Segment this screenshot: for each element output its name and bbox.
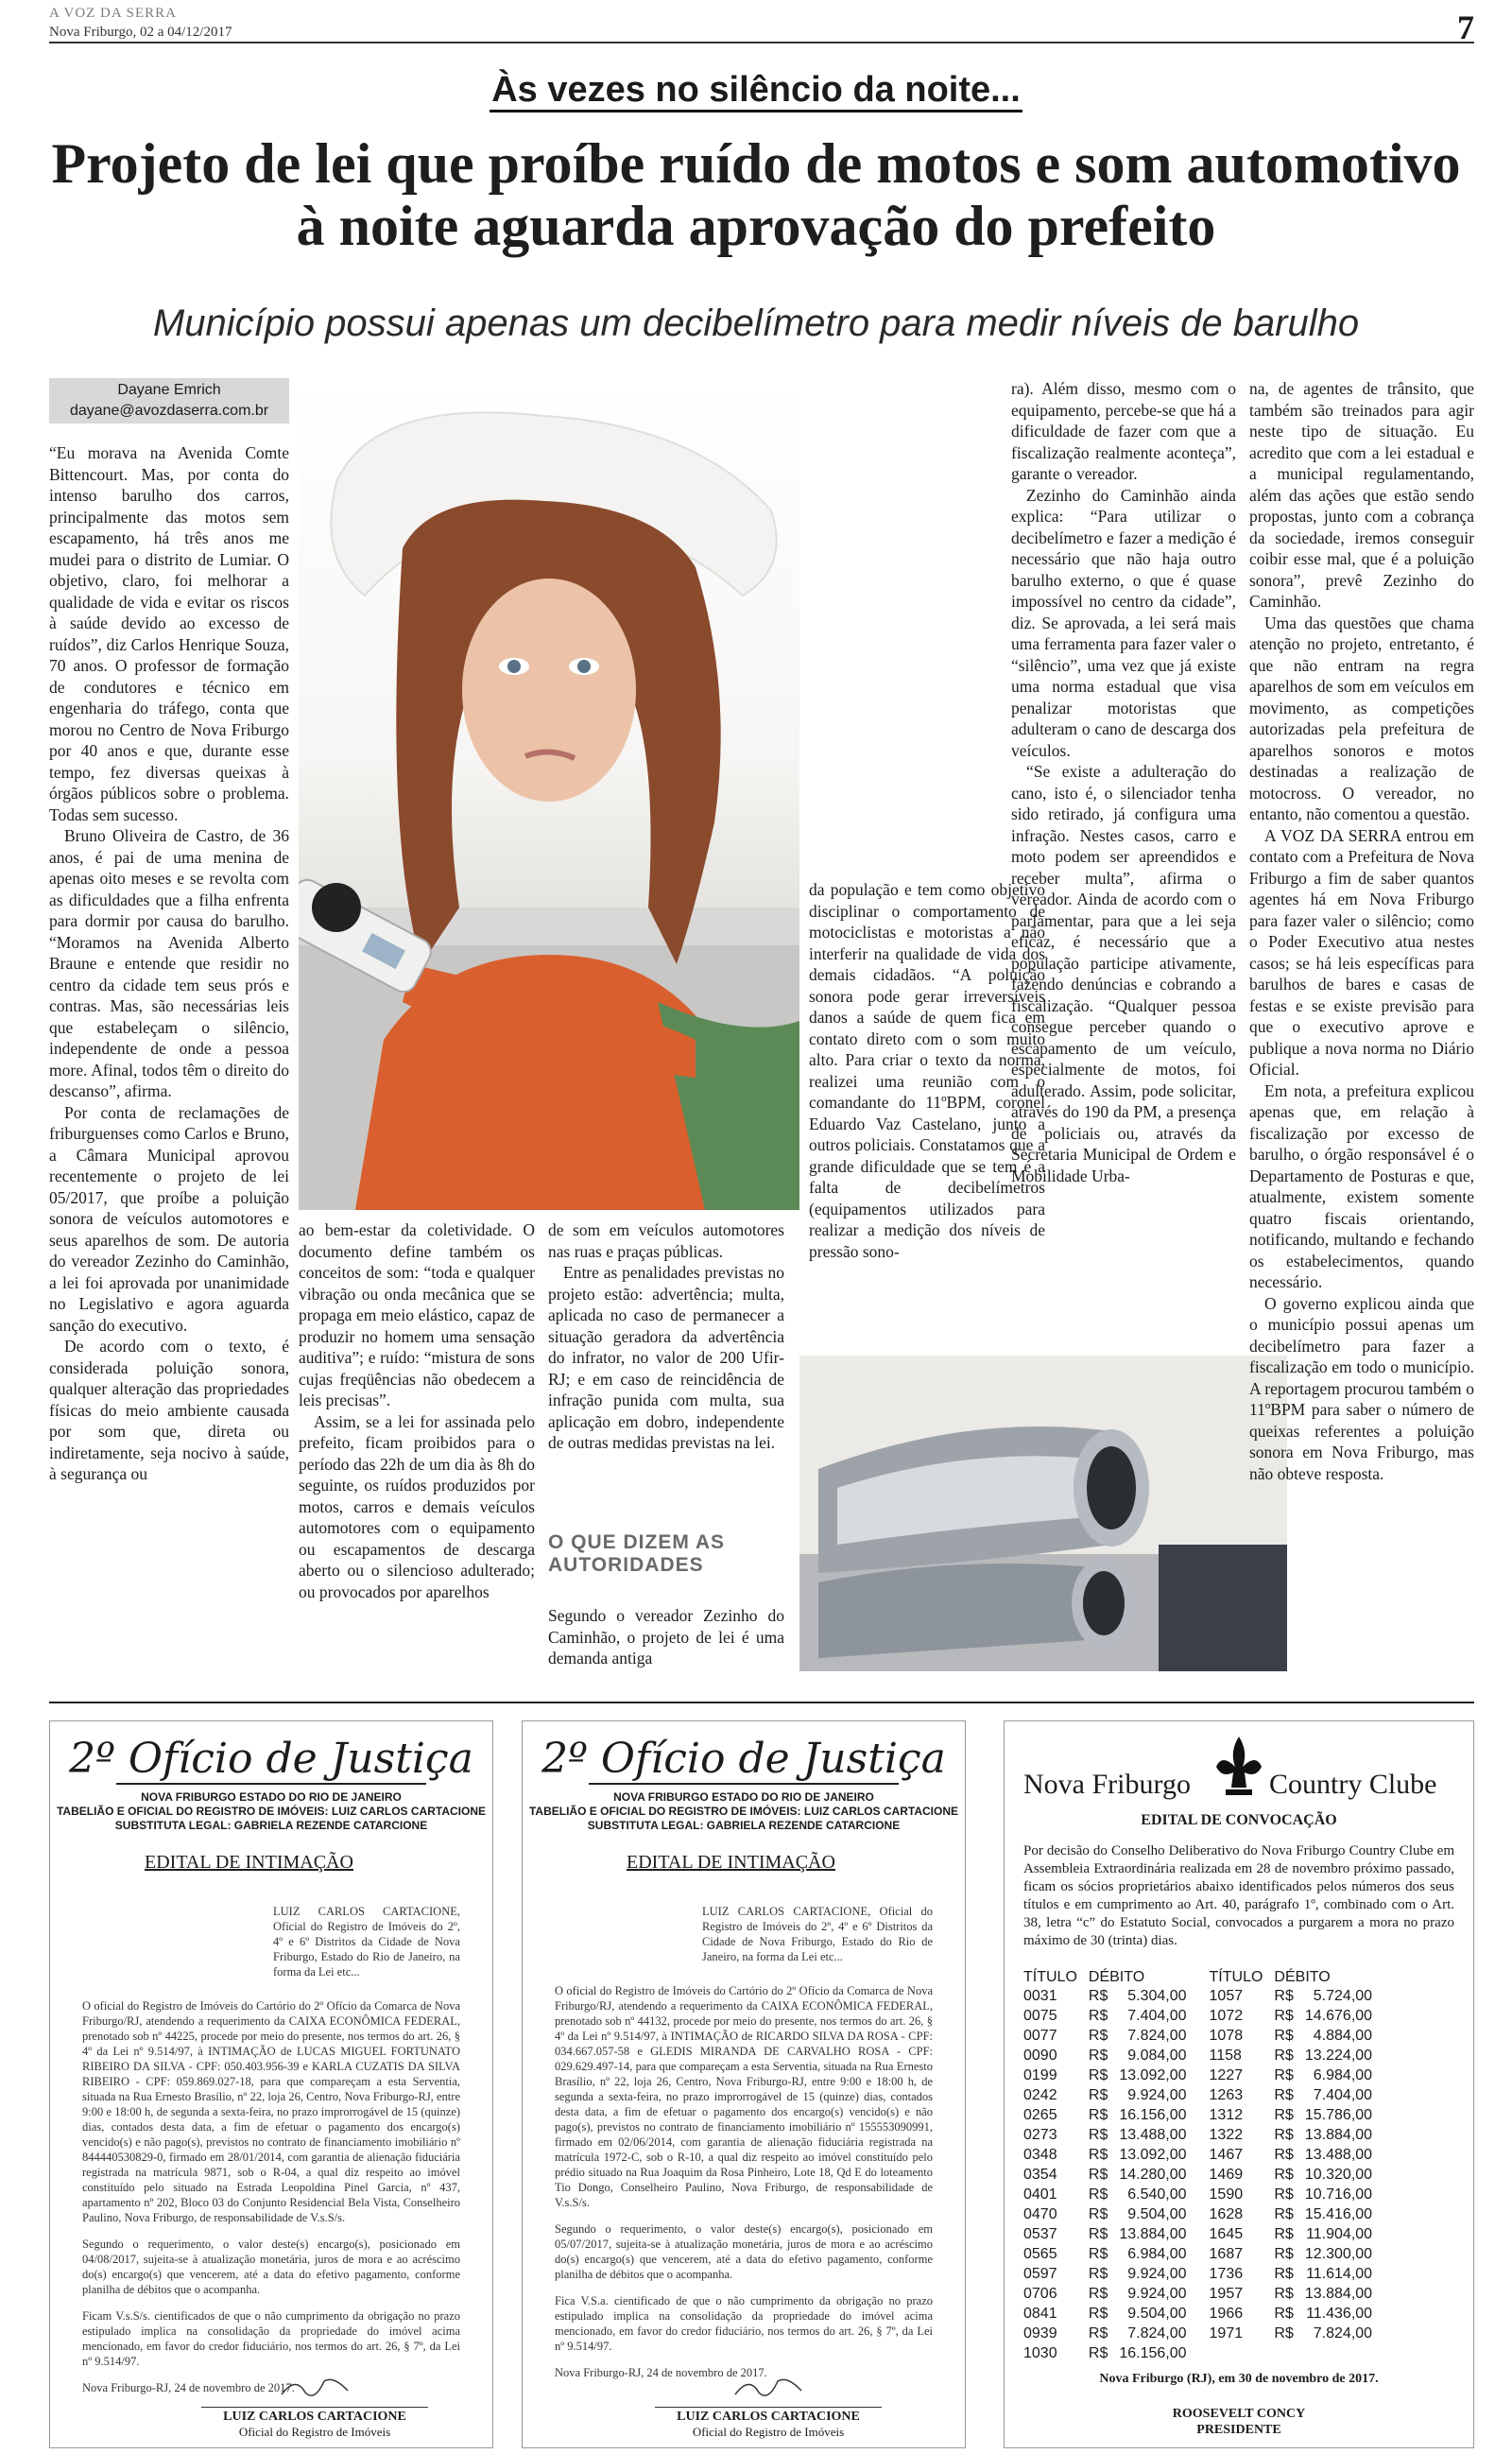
deck: Município possui apenas um decibelímetro para medir níveis de barulho [152, 302, 1360, 344]
table-row [1018, 2185, 1378, 2204]
table-cell: 7.824,00 [1127, 2028, 1187, 2044]
photo-illustration [299, 378, 799, 1210]
table-cell: R$ [1088, 2087, 1108, 2103]
table-cell: R$ [1274, 2206, 1294, 2222]
article-column-4: da população e tem como objetivo disciplinar o comportamento de motociclistas e motoristas a não interferir na qualidade de vida dos demais cidadãos. “A poluição sonora pode gerar irreversíveis danos a saúde de quem fica em contato direto com o som muito alto. Para criar o texto da norma, realizei uma reunião com o comandante do 11ºBPM, coronel Eduardo Vaz Castelano, junto a outros policiais. Constatamos que a grande dificuldade que se tem é a falta de decibelímetros (equipamentos utilizados para realizar a medição dos níveis de pressão sono- [809, 880, 1045, 1261]
table-cell: 7.824,00 [1127, 2325, 1187, 2342]
table-cell: R$ [1274, 2067, 1294, 2083]
article-column-5: ra). Além disso, mesmo com o equipamento, percebe-se que há a dificuldade de fazer com que a fiscalização realmente aconteça”, garante o vereador. Zezinho do Caminhão ainda explica: “Para utilizar o decibelímetro e fazer a medição é necessário que não haja outro barulho externo, o que é quase impossível no centro da cidade”, diz. Se aprovada, a lei será mais uma ferramenta para fazer valer o “silêncio”, uma vez que já existe uma norma estadual que visa penalizar motoristas que adulteram o cano de descarga dos veículos. “Se existe a adulteração do cano, isto é, o silenciador tenha sido retirado, já configura uma infração. Nestes casos, carro e moto podem ser apreendidos e receber multa”, afirma o vereador. Ainda de acordo com o parlamentar, para que a lei seja eficaz, é necessário que a população participe ativamente, fazendo denúncias e cobrando a fiscalização. “Qualquer pessoa consegue perceber quando o escapamento de um veículo, especialmente de motos, foi adulterado. Assim, pode solicitar, através do 190 da PM, a presença de policiais ou, através da Secretaria Municipal de Ordem e Mobilidade Urba- [1011, 379, 1236, 1185]
legal-notice-2: 2º Ofício de Justiça NOVA FRIBURGO ESTADO DO RIO DE JANEIRO TABELIÃO E OFICIAL DO REGISTRO DE IMÓVEIS: LUIZ CARLOS CARTACIONE SUBSTITUTA LEGAL: GABRIELA REZENDE CATARCIONE EDITAL DE INTIMAÇÃO LUIZ CARLOS CARTACIONE, Oficial do Registro de Imóveis do 2º, 4º e 6º Distritos da Cidade de Nova Friburgo, Estado do Rio de Janeiro, na forma da Lei etc... O oficial do Registro de Imóveis do Cartório do 2º Ofício da Comarca de Nova Friburgo/RJ, atendendo a requerimento da CAIXA ECONÔMICA FEDERAL, prenotado sob nº 44132, procede por meio do presente, nos termos do art. 26, § 4º da Lei nº 9.514/97, à INTIMAÇÃO de RICARDO SILVA DA ROSA - CPF: 034.667.057-58 e GLEDIS MIRANDA DE CARVALHO ROSA - CPF: 029.629.497-14, para que compareçam a esta Serventia, situada na Rua Ernesto Brasílio, nº 22, loja 26, Centro, Nova Friburgo-RJ, entre 9:00 e 18:00 h, de segunda a sexta-feira, no prazo improrrogável de 15 (quinze) dias, contados desta data, a fim de efetuar o pagamento dos encargo(s) vencido(s) e não pago(s), previstos no contrato de financiamento imobiliário nº 155553090991, firmado em 02/06/2014, com garantia de alienação fiduciária registrada na matrícula 1972-C, sob o R-10, a qual diz respeito ao imóvel constituído pelo prédio situado na Rua Joaquim da Rosa Pinheiro, Lote 18, Qd E do loteamento Tio Dongo, Conselheiro Paulino, Nova Friburgo, de responsabilidade de V.s.S/s. Segundo o requerimento, o valor deste(s) encargo(s), posicionado em 05/07/2017, sujeita-se à atualização monetária, juros de mora e ao acréscimo do(s) encargo(s) que vencerem, até a data do efetivo pagamento, conforme planilha de débitos que o acompanha. Fica V.S.a. cientificado de que o não cumprimento da obrigação no prazo estipulado implica na consolidação da propriedade do imóvel acima mencionado, em favor do credor fiduciário, nos termos do art. 26, § 7º, da Lei nº 9.514/97. Nova Friburgo-RJ, 24 de novembro de 2017. LUIZ CARLOS CARTACIONE Oficial do Registro de Imóveis [522, 1720, 966, 2448]
table-cell: 1645 [1209, 2226, 1244, 2242]
table-cell: 1312 [1209, 2107, 1244, 2123]
table-cell: 0075 [1023, 2008, 1057, 2024]
fleur-de-lis-icon [1214, 1735, 1263, 1801]
table-row [1018, 2125, 1378, 2145]
table-cell: R$ [1274, 2127, 1294, 2143]
club-notice-date: Nova Friburgo (RJ), em 30 de novembro de 2017. [1099, 2372, 1379, 2386]
table-cell: 0354 [1023, 2167, 1057, 2183]
table-cell: 0939 [1023, 2325, 1057, 2342]
table-cell: 1072 [1209, 2008, 1244, 2024]
table-cell: 16.156,00 [1119, 2107, 1187, 2123]
table-cell: R$ [1274, 2286, 1294, 2302]
author: Dayane Emrich [117, 382, 221, 398]
table-cell: 1971 [1209, 2325, 1244, 2342]
table-cell: 13.224,00 [1304, 2048, 1373, 2064]
table-cell: 1158 [1209, 2048, 1242, 2064]
table-cell: 13.884,00 [1119, 2226, 1187, 2242]
table-row [1018, 2224, 1378, 2244]
table-cell: R$ [1274, 1988, 1294, 2004]
photo-motorcycle-exhaust [799, 1356, 1287, 1671]
table-cell: R$ [1088, 2147, 1108, 2163]
table-cell: 1078 [1209, 2028, 1244, 2044]
legal-notice-1: 2º Ofício de Justiça NOVA FRIBURGO ESTADO DO RIO DE JANEIRO TABELIÃO E OFICIAL DO REGISTRO DE IMÓVEIS: LUIZ CARLOS CARTACIONE SUBSTITUTA LEGAL: GABRIELA REZENDE CATARCIONE EDITAL DE INTIMAÇÃO LUIZ CARLOS CARTACIONE, Oficial do Registro de Imóveis do 2º, 4º e 6º Distritos da Cidade de Nova Friburgo, Estado do Rio de Janeiro, na forma da Lei etc... O oficial do Registro de Imóveis do Cartório do 2º Ofício da Comarca de Nova Friburgo/RJ, atendendo a requerimento da CAIXA ECONÔMICA FEDERAL, prenotado sob nº 44225, procede por meio do presente, nos termos do art. 26, § 4º da Lei nº 9.514/97, à INTIMAÇÃO de LUCAS MIGUEL FORTUNATO RIBEIRO DA SILVA - CPF: 050.403.956-39 e KARLA CUZATIS DA SILVA RIBEIRO - CPF: 059.869.027-18, para que compareçam a esta Serventia, situada na Rua Ernesto Brasílio, nº 22, loja 26, Centro, Nova Friburgo-RJ, entre 9:00 e 18:00 h, de segunda a sexta-feira, no prazo improrrogável de 15 (quinze) dias, contados desta data, a fim de efetuar o pagamento dos encargo(s) vencido(s) e não pago(s), previstos no contrato de financiamento imobiliário nº 844440530829-0, firmado em 28/01/2014, com garantia de alienação fiduciária registrada na matrícula 9871, sob o R-04, a qual diz respeito ao imóvel constituído pelo situado na Estrada Leopoldina Pinel Garcia, nº 437, apartamento nº 202, Bloco 03 do Conjunto Residencial Bela Vista, Conselheiro Paulino, Nova Friburgo, de responsabilidade de V.s.S/s. Segundo o requerimento, o valor deste(s) encargo(s), posicionado em 04/08/2017, sujeita-se à atualização monetária, juros de mora e ao acréscimo do(s) encargo(s) que vencerem, até a data do efetivo pagamento, conforme planilha de débitos que o acompanha. Ficam V.s.S/s. cientificados de que o não cumprimento da obrigação no prazo estipulado implica na consolidação da propriedade do imóvel acima mencionado, em favor do credor fiduciário, nos termos do art. 26, § 7º, da Lei nº 9.514/97. Nova Friburgo-RJ, 24 de novembro de 2017. LUIZ CARLOS CARTACIONE Oficial do Registro de Imóveis [49, 1720, 493, 2448]
table-cell: 13.488,00 [1304, 2147, 1373, 2163]
table-cell: R$ [1088, 2048, 1108, 2064]
table-row [1018, 2006, 1378, 2026]
table-cell: 9.924,00 [1127, 2286, 1187, 2302]
table-cell: R$ [1088, 2246, 1108, 2262]
table-cell: 1030 [1023, 2345, 1057, 2361]
table-cell: R$ [1274, 2087, 1294, 2103]
club-brand: Nova Friburgo Country Clube [1005, 1721, 1473, 1806]
table-cell: 5.304,00 [1127, 1988, 1187, 2004]
table-cell: 14.676,00 [1304, 2008, 1373, 2024]
table-cell: R$ [1088, 2008, 1108, 2024]
article-column-3: de som em veículos automotores nas ruas e praças públicas. Entre as penalidades previstas no projeto estão: advertência; multa, aplicada no caso de permanecer a situação geradora da advertência do infrator, no valor de 200 Ufir-RJ; e em caso de reincidência de infração punida com multa, sua aplicação em dobro, independente de outras medidas previstas na lei. [548, 1220, 784, 1452]
notice-1-heading: EDITAL DE INTIMAÇÃO [145, 1852, 353, 1873]
table-cell: 7.404,00 [1313, 2087, 1373, 2103]
table-cell: 0470 [1023, 2206, 1057, 2222]
table-row [1018, 2105, 1378, 2125]
table-cell: 0199 [1023, 2067, 1057, 2083]
author-email: dayane@avozdaserra.com.br [69, 403, 269, 419]
edition-date: Nova Friburgo, 02 a 04/12/2017 [49, 25, 232, 40]
table-row [1018, 2324, 1378, 2343]
signature-1: LUIZ CARLOS CARTACIONE Oficial do Registro de Imóveis [201, 2374, 428, 2440]
table-cell: R$ [1274, 2147, 1294, 2163]
table-cell: R$ [1274, 2186, 1294, 2203]
table-row [1018, 1986, 1378, 2006]
section-divider [49, 1702, 1474, 1703]
table-cell: 0265 [1023, 2107, 1057, 2123]
table-cell: 1966 [1209, 2306, 1244, 2322]
table-row [1018, 2085, 1378, 2105]
table-header: TÍTULO DÉBITO TÍTULO DÉBITO [1023, 1969, 1331, 1985]
newspaper-name: A VOZ DA SERRA [49, 6, 177, 21]
table-row [1018, 2304, 1378, 2324]
table-cell: R$ [1088, 2226, 1108, 2242]
table-cell: 11.436,00 [1306, 2306, 1373, 2322]
table-cell: 10.716,00 [1304, 2186, 1373, 2203]
table-cell: R$ [1274, 2028, 1294, 2044]
table-cell: R$ [1088, 1988, 1108, 2004]
page-number: 7 [1457, 9, 1474, 46]
table-cell: 4.884,00 [1313, 2028, 1373, 2044]
table-cell: 0597 [1023, 2266, 1057, 2282]
debtors-table [1018, 1969, 1378, 2363]
table-cell: R$ [1088, 2266, 1108, 2282]
table-row [1018, 2026, 1378, 2046]
photo-woman-pillow [299, 378, 799, 1210]
signature-scribble [730, 2374, 806, 2402]
table-cell: R$ [1274, 2008, 1294, 2024]
table-cell: R$ [1274, 2167, 1294, 2183]
table-cell: R$ [1088, 2107, 1108, 2123]
club-notice-heading: EDITAL DE CONVOCAÇÃO [1141, 1812, 1337, 1828]
table-cell: R$ [1274, 2048, 1294, 2064]
table-cell: 9.924,00 [1127, 2087, 1187, 2103]
notice-2-heading: EDITAL DE INTIMAÇÃO [627, 1852, 835, 1873]
table-row [1018, 2284, 1378, 2304]
table-row [1018, 2165, 1378, 2185]
notice-2-title: 2º Ofício de Justiça [541, 1735, 946, 1783]
table-cell: 16.156,00 [1119, 2345, 1187, 2361]
table-cell: 9.924,00 [1127, 2266, 1187, 2282]
table-cell: 13.884,00 [1304, 2127, 1373, 2143]
table-cell: 1322 [1209, 2127, 1244, 2143]
club-president: ROOSEVELT CONCY PRESIDENTE [1172, 2407, 1306, 2437]
table-cell: 13.488,00 [1119, 2127, 1187, 2143]
table-cell: R$ [1088, 2206, 1108, 2222]
table-row [1018, 2145, 1378, 2165]
table-cell: 11.614,00 [1306, 2266, 1373, 2282]
table-cell: 1628 [1209, 2206, 1244, 2222]
table-cell: 14.280,00 [1119, 2167, 1187, 2183]
table-cell: R$ [1274, 2107, 1294, 2123]
country-club-notice: Nova Friburgo Country Clube EDITAL DE CONVOCAÇÃO Por decisão do Conselho Deliberativo do Nova Friburgo Country Clube em Assembleia Extraordinária realizada em 28 de novembro próximo passado, ficam os sócios proprietários abaixo identificados pelos números dos seus títulos e em cumprimento ao Art. 40, parágrafo 1º, combinado com o Art. 38, letra “c” do Estatuto Social, convocados a purgarem a mora no prazo máximo de 30 (trinta) dias. TÍTULO DÉBITO TÍTULO DÉBITO 0031 R$ 5.304,00 1057 R$ 5.724,00 0075 R$ 7.404,00 1072 R$ 14.676,00 0077 R$ 7.824,00 1078 R$ 4.884,00 0090 R$ 9.084,00 1158 R$ 13.224,00 0199 R$ 13.092,00 1227 R$ 6.984,00 0242 R$ 9.924,00 1263 R$ 7.404,00 0265 R$ 16.156,00 1312 R$ 15.786,00 0273 R$ 13.488,00 1322 R$ 13.884,00 0348 R$ 13.092,00 1467 R$ 13.488,00 0354 R$ 14.280,00 1469 R$ 10.320,00 0401 R$ 6.540,00 1590 R$ 10.716,00 0470 R$ 9.504,00 1628 R$ 15.416,00 0537 R$ 13.884,00 1645 R$ 11.904,00 0565 R$ 6.984,00 1687 R$ 12.300,00 0597 R$ 9.924,00 1736 R$ 11.614,00 0706 R$ 9.924,00 1957 R$ 13.884,00 0841 R$ 9.504,00 1966 R$ 11.436,00 0939 R$ 7.824,00 1971 R$ 7.824,00 1030 R$ 16.156,00 Nova Friburgo (RJ), em 30 de novembro de 2017. ROOSEVELT CONCY PRESIDENTE [1004, 1720, 1474, 2448]
table-cell: 9.504,00 [1127, 2306, 1187, 2322]
table-cell: 0242 [1023, 2087, 1057, 2103]
table-row [1018, 2343, 1378, 2363]
table-cell: 0090 [1023, 2048, 1057, 2064]
table-row [1018, 2204, 1378, 2224]
table-cell: 1227 [1209, 2067, 1244, 2083]
table-row [1018, 2264, 1378, 2284]
article-column-6: na, de agentes de trânsito, que também são treinados para agir neste tipo de situação. Eu acredito que com a lei estadual e a municipal regulamentando, além das ações que estão sendo propostas, junto com a cobrança da sociedade, iremos conseguir coibir esse mal, que é a poluição sonora”, prevê Zezinho do Caminhão. Uma das questões que chama atenção no projeto, entretanto, é que não entram na regra aparelhos de som em veículos em movimento, as competições autorizadas pela prefeitura de aparelhos sonoros e motos destinadas a realização de motocross. O vereador, no entanto, não comentou a questão. A VOZ DA SERRA entrou em contato com a Prefeitura de Nova Friburgo a fim de saber quantos agentes há em Nova Friburgo para fazer valer o silêncio; como o Poder Executivo atua nestes casos; se há leis específicas para barulhos de bares e casas de festas e se existe previsão para que o executivo aprove e publique a nova norma no Diário Oficial. Em nota, a prefeitura explicou apenas que, em relação à fiscalização por excesso de barulho, o órgão responsável é o Departamento de Posturas e que, atualmente, existem somente quatro fiscais orientando, notificando, multando e fechando os estabelecimentos, quando necessário. O governo explicou ainda que o município possui apenas um decibelímetro para fazer a fiscalização em todo o município. A reportagem procurou também o 11ºBPM para saber o número de queixas referentes a poluição sonora em Nova Friburgo, mas não obteve resposta. [1249, 379, 1474, 1483]
table-cell: 1590 [1209, 2186, 1244, 2203]
exhaust-illustration [799, 1356, 1287, 1671]
table-cell: R$ [1088, 2306, 1108, 2322]
table-row [1018, 2244, 1378, 2264]
table-cell: R$ [1274, 2226, 1294, 2242]
table-cell: 0537 [1023, 2226, 1057, 2242]
table-cell: 7.404,00 [1127, 2008, 1187, 2024]
headline: Projeto de lei que proíbe ruído de motos e som automotivo à noite aguarda aprovação do prefeito [51, 132, 1461, 257]
table-cell: R$ [1274, 2246, 1294, 2262]
article-column-1: “Eu morava na Avenida Comte Bittencourt. Mas, por conta do intenso barulho dos carros, principalmente das motos sem escapamento, há três anos me mudei para o distrito de Lumiar. O objetivo, claro, foi melhorar a qualidade de vida e evitar os riscos à saúde devido ao excesso de ruídos”, diz Carlos Henrique Souza, 70 anos. O professor de formação de condutores e técnico em engenharia do tráfego, conta que morou no Centro de Nova Friburgo por 40 anos e que, durante esse tempo, fez diversas queixas à órgãos públicos sobre o problema. Todas sem sucesso. Bruno Oliveira de Castro, de 36 anos, é pai de uma menina de apenas oito meses e se revolta com as dificuldades que a filha enfrenta para dormir por causa do barulho. “Moramos na Avenida Alberto Braune e entende que residir no centro da cidade tem seus prós e contras. Mas, são necessárias leis que estabeleçam o silêncio, independente de onde a pessoa more. Afinal, todos têm o direito do descanso”, afirma. Por conta de reclamações de friburguenses como Carlos e Bruno, a Câmara Municipal aprovou recentemente o projeto de lei 05/2017, que proíbe a poluição sonora de veículos automotores e seus aparelhos de som. De autoria do vereador Zezinho do Caminhão, a lei foi aprovada por unanimidade no Legislativo e agora aguarda sanção do executivo. De acordo com o texto, é considerada poluição sonora, qualquer alteração das propriedades físicas do meio ambiente causada por som que, direta ou indiretamente, seja nocivo à saúde, à segurança ou [49, 443, 289, 1483]
table-cell: 13.884,00 [1304, 2286, 1373, 2302]
table-cell: 13.092,00 [1119, 2147, 1187, 2163]
signature-scribble [277, 2374, 352, 2402]
table-row [1018, 2046, 1378, 2065]
table-cell: 1263 [1209, 2087, 1244, 2103]
table-cell: 0565 [1023, 2246, 1057, 2262]
table-cell: 0841 [1023, 2306, 1057, 2322]
signature-2: LUIZ CARLOS CARTACIONE Oficial do Registro de Imóveis [655, 2374, 882, 2440]
table-cell: 1957 [1209, 2286, 1244, 2302]
table-cell: 0031 [1023, 1988, 1057, 2004]
table-cell: R$ [1088, 2325, 1108, 2342]
table-cell: 7.824,00 [1313, 2325, 1373, 2342]
notice-1-title: 2º Ofício de Justiça [69, 1735, 473, 1783]
table-cell: R$ [1088, 2127, 1108, 2143]
article-column-2: ao bem-estar da coletividade. O documento define também os conceitos de som: “toda e qualquer vibração ou onda mecânica que se propaga em meio elástico, capaz de produzir no homem uma sensação auditiva”; e ruído: “mistura de sons cujas freqüências não obedecem a leis precisas”. Assim, se a lei for assinada pelo prefeito, ficam proibidos para o período das 22h de um dia às 8h do seguinte, os ruídos produzidos por motos, carros e demais veículos automotores com o equipamento ou escapamentos de descarga aberto ou o silencioso adulterado; ou provocados por aparelhos [299, 1220, 535, 1601]
table-cell: 15.416,00 [1304, 2206, 1373, 2222]
table-cell [1299, 2343, 1378, 2363]
table-cell: 6.540,00 [1127, 2186, 1187, 2203]
table-cell: 1687 [1209, 2246, 1244, 2262]
byline [49, 378, 289, 423]
table-cell: 5.724,00 [1313, 1988, 1373, 2004]
table-cell: R$ [1088, 2167, 1108, 2183]
table-row [1018, 2065, 1378, 2085]
table-cell: 6.984,00 [1127, 2246, 1187, 2262]
table-cell [1268, 2343, 1298, 2363]
table-cell: R$ [1088, 2067, 1108, 2083]
table-cell: 12.300,00 [1304, 2246, 1373, 2262]
table-cell: 0077 [1023, 2028, 1057, 2044]
table-cell: 9.084,00 [1127, 2048, 1187, 2064]
table-cell: R$ [1088, 2345, 1108, 2361]
table-cell: R$ [1088, 2186, 1108, 2203]
table-cell: 15.786,00 [1304, 2107, 1373, 2123]
table-cell: 1469 [1209, 2167, 1244, 2183]
table-cell: 0273 [1023, 2127, 1057, 2143]
table-cell: 0706 [1023, 2286, 1057, 2302]
table-cell: 9.504,00 [1127, 2206, 1187, 2222]
subhead-autoridades: O QUE DIZEM AS AUTORIDADES [548, 1531, 726, 1576]
table-cell: 10.320,00 [1304, 2167, 1373, 2183]
table-cell: R$ [1088, 2028, 1108, 2044]
table-cell: R$ [1274, 2306, 1294, 2322]
kicker: Às vezes no silêncio da noite... [0, 70, 1512, 111]
table-cell: 11.904,00 [1306, 2226, 1373, 2242]
table-cell: R$ [1274, 2266, 1294, 2282]
table-cell: 6.984,00 [1313, 2067, 1373, 2083]
table-cell [1193, 2343, 1269, 2363]
table-cell: 1736 [1209, 2266, 1244, 2282]
table-cell: 1467 [1209, 2147, 1244, 2163]
table-cell: 13.092,00 [1119, 2067, 1187, 2083]
masthead [49, 6, 1474, 46]
table-cell: 1057 [1209, 1988, 1244, 2004]
table-cell: R$ [1088, 2286, 1108, 2302]
article-column-3b: Segundo o vereador Zezinho do Caminhão, o projeto de lei é uma demanda antiga [548, 1606, 784, 1668]
table-cell: R$ [1274, 2325, 1294, 2342]
table-cell: 0348 [1023, 2147, 1057, 2163]
table-cell: 0401 [1023, 2186, 1057, 2203]
